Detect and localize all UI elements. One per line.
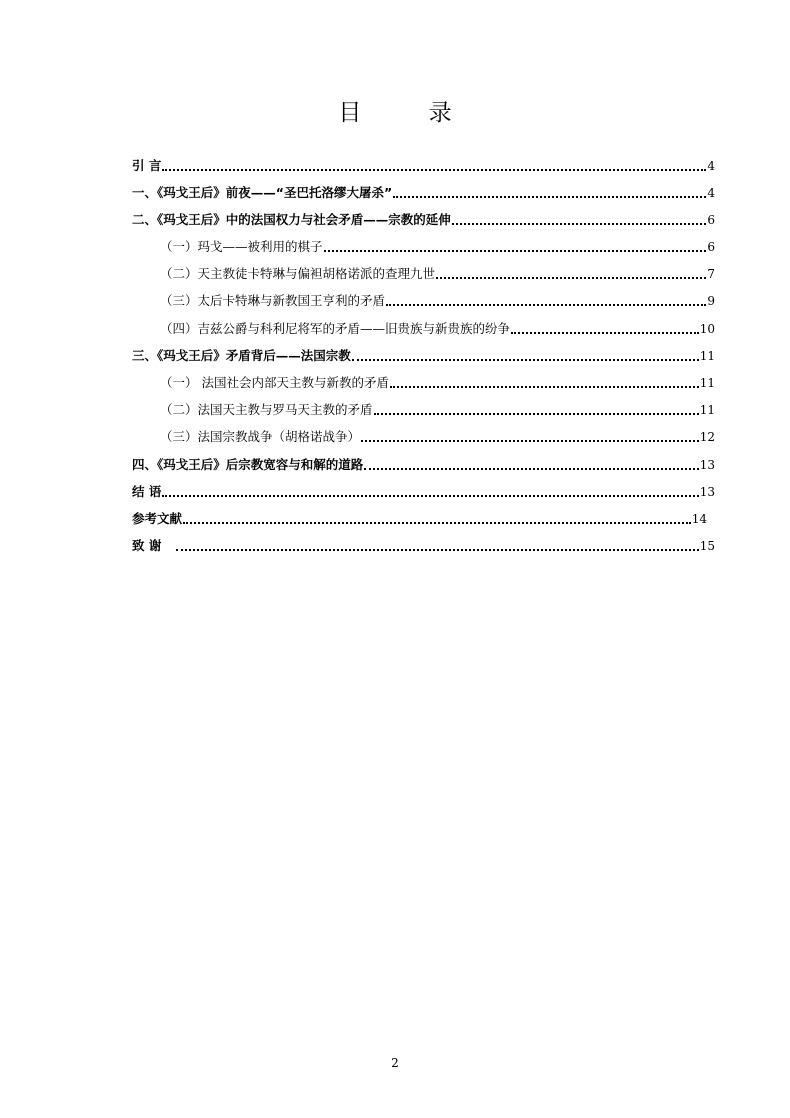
toc-entry-acknowledgements [132,536,715,556]
toc-entry-page: 14 [691,512,707,526]
page-number: 2 [391,1056,399,1070]
toc-leader [183,521,691,524]
toc-leader [390,385,699,388]
toc-entry-page: 13 [699,458,715,472]
toc-entry-text: 参考文献 [132,511,183,526]
toc-entry-text: （三）法国宗教战争（胡格诺战争） [160,429,361,444]
toc-entry-text: 引 言 [132,158,162,173]
toc-entry-section-2-4 [160,319,715,339]
toc-leader [324,249,707,252]
toc-leader [374,412,699,415]
toc-entry-chapter-4 [132,455,715,475]
toc-entry-page: 11 [699,403,715,417]
toc-leader [162,494,698,497]
toc-entry-section-3-3 [160,427,715,447]
toc-entry-page: 6 [707,240,715,254]
toc-entry-text: （三）太后卡特琳与新教国王亨利的矛盾 [160,293,386,308]
toc-leader [393,195,706,198]
toc-entry-chapter-1 [132,183,715,203]
toc-entry-text: 二、《玛戈王后》中的法国权力与社会矛盾——宗教的延伸 [132,212,451,227]
toc-entry-introduction [132,156,715,176]
toc-leader [511,331,699,334]
toc-entry-text: 一、《玛戈王后》前夜——“圣巴托洛缪大屠杀” [132,185,393,200]
toc-entry-page: 4 [707,159,715,173]
page-title: 目 录 [338,100,482,126]
toc-entry-page: 6 [707,213,715,227]
toc-leader [386,303,706,306]
toc-entry-page: 10 [699,322,715,336]
toc-entry-text: 四、《玛戈王后》后宗教宽容与和解的道路 [132,457,364,472]
toc-leader [452,222,707,225]
toc-entry-text: （二）天主教徒卡特琳与偏袒胡格诺派的查理九世 [160,266,436,281]
toc-leader [162,168,706,171]
toc-entry-page: 15 [699,539,715,553]
toc-leader [176,548,698,551]
toc-entry-chapter-3 [132,346,715,366]
toc-entry-page: 9 [707,294,715,308]
toc-leader [361,439,699,442]
toc-entry-section-3-2 [160,400,715,420]
toc-entry-page: 4 [707,186,715,200]
toc-entry-text: 三、《玛戈王后》矛盾背后——法国宗教 [132,348,351,363]
toc-entry-text: （四）吉兹公爵与科利尼将军的矛盾——旧贵族与新贵族的纷争 [160,321,511,336]
toc-leader [436,276,706,279]
toc-entry-page: 13 [699,485,715,499]
toc-entry-section-2-3 [160,291,715,311]
toc-entry-text: （一） 法国社会内部天主教与新教的矛盾 [160,375,389,390]
toc-entry-text: 结 语 [132,484,162,499]
toc-entry-section-3-1 [160,373,715,393]
toc-entry-text: 致 谢 [132,538,162,553]
toc-leader [364,467,698,470]
toc-entry-conclusion [132,482,715,502]
toc-entry-references [132,509,707,529]
toc-entry-section-2-1 [160,237,715,257]
toc-entry-page: 11 [699,376,715,390]
toc-leader [352,358,699,361]
toc-entry-text: （一）玛戈——被利用的棋子 [160,239,323,254]
toc-entry-page: 7 [707,267,715,281]
toc-entry-section-2-2 [160,264,715,284]
toc-entry-page: 11 [699,349,715,363]
toc-entry-chapter-2 [132,210,715,230]
toc-entry-text: （二）法国天主教与罗马天主教的矛盾 [160,402,373,417]
toc-entry-page: 12 [699,430,715,444]
